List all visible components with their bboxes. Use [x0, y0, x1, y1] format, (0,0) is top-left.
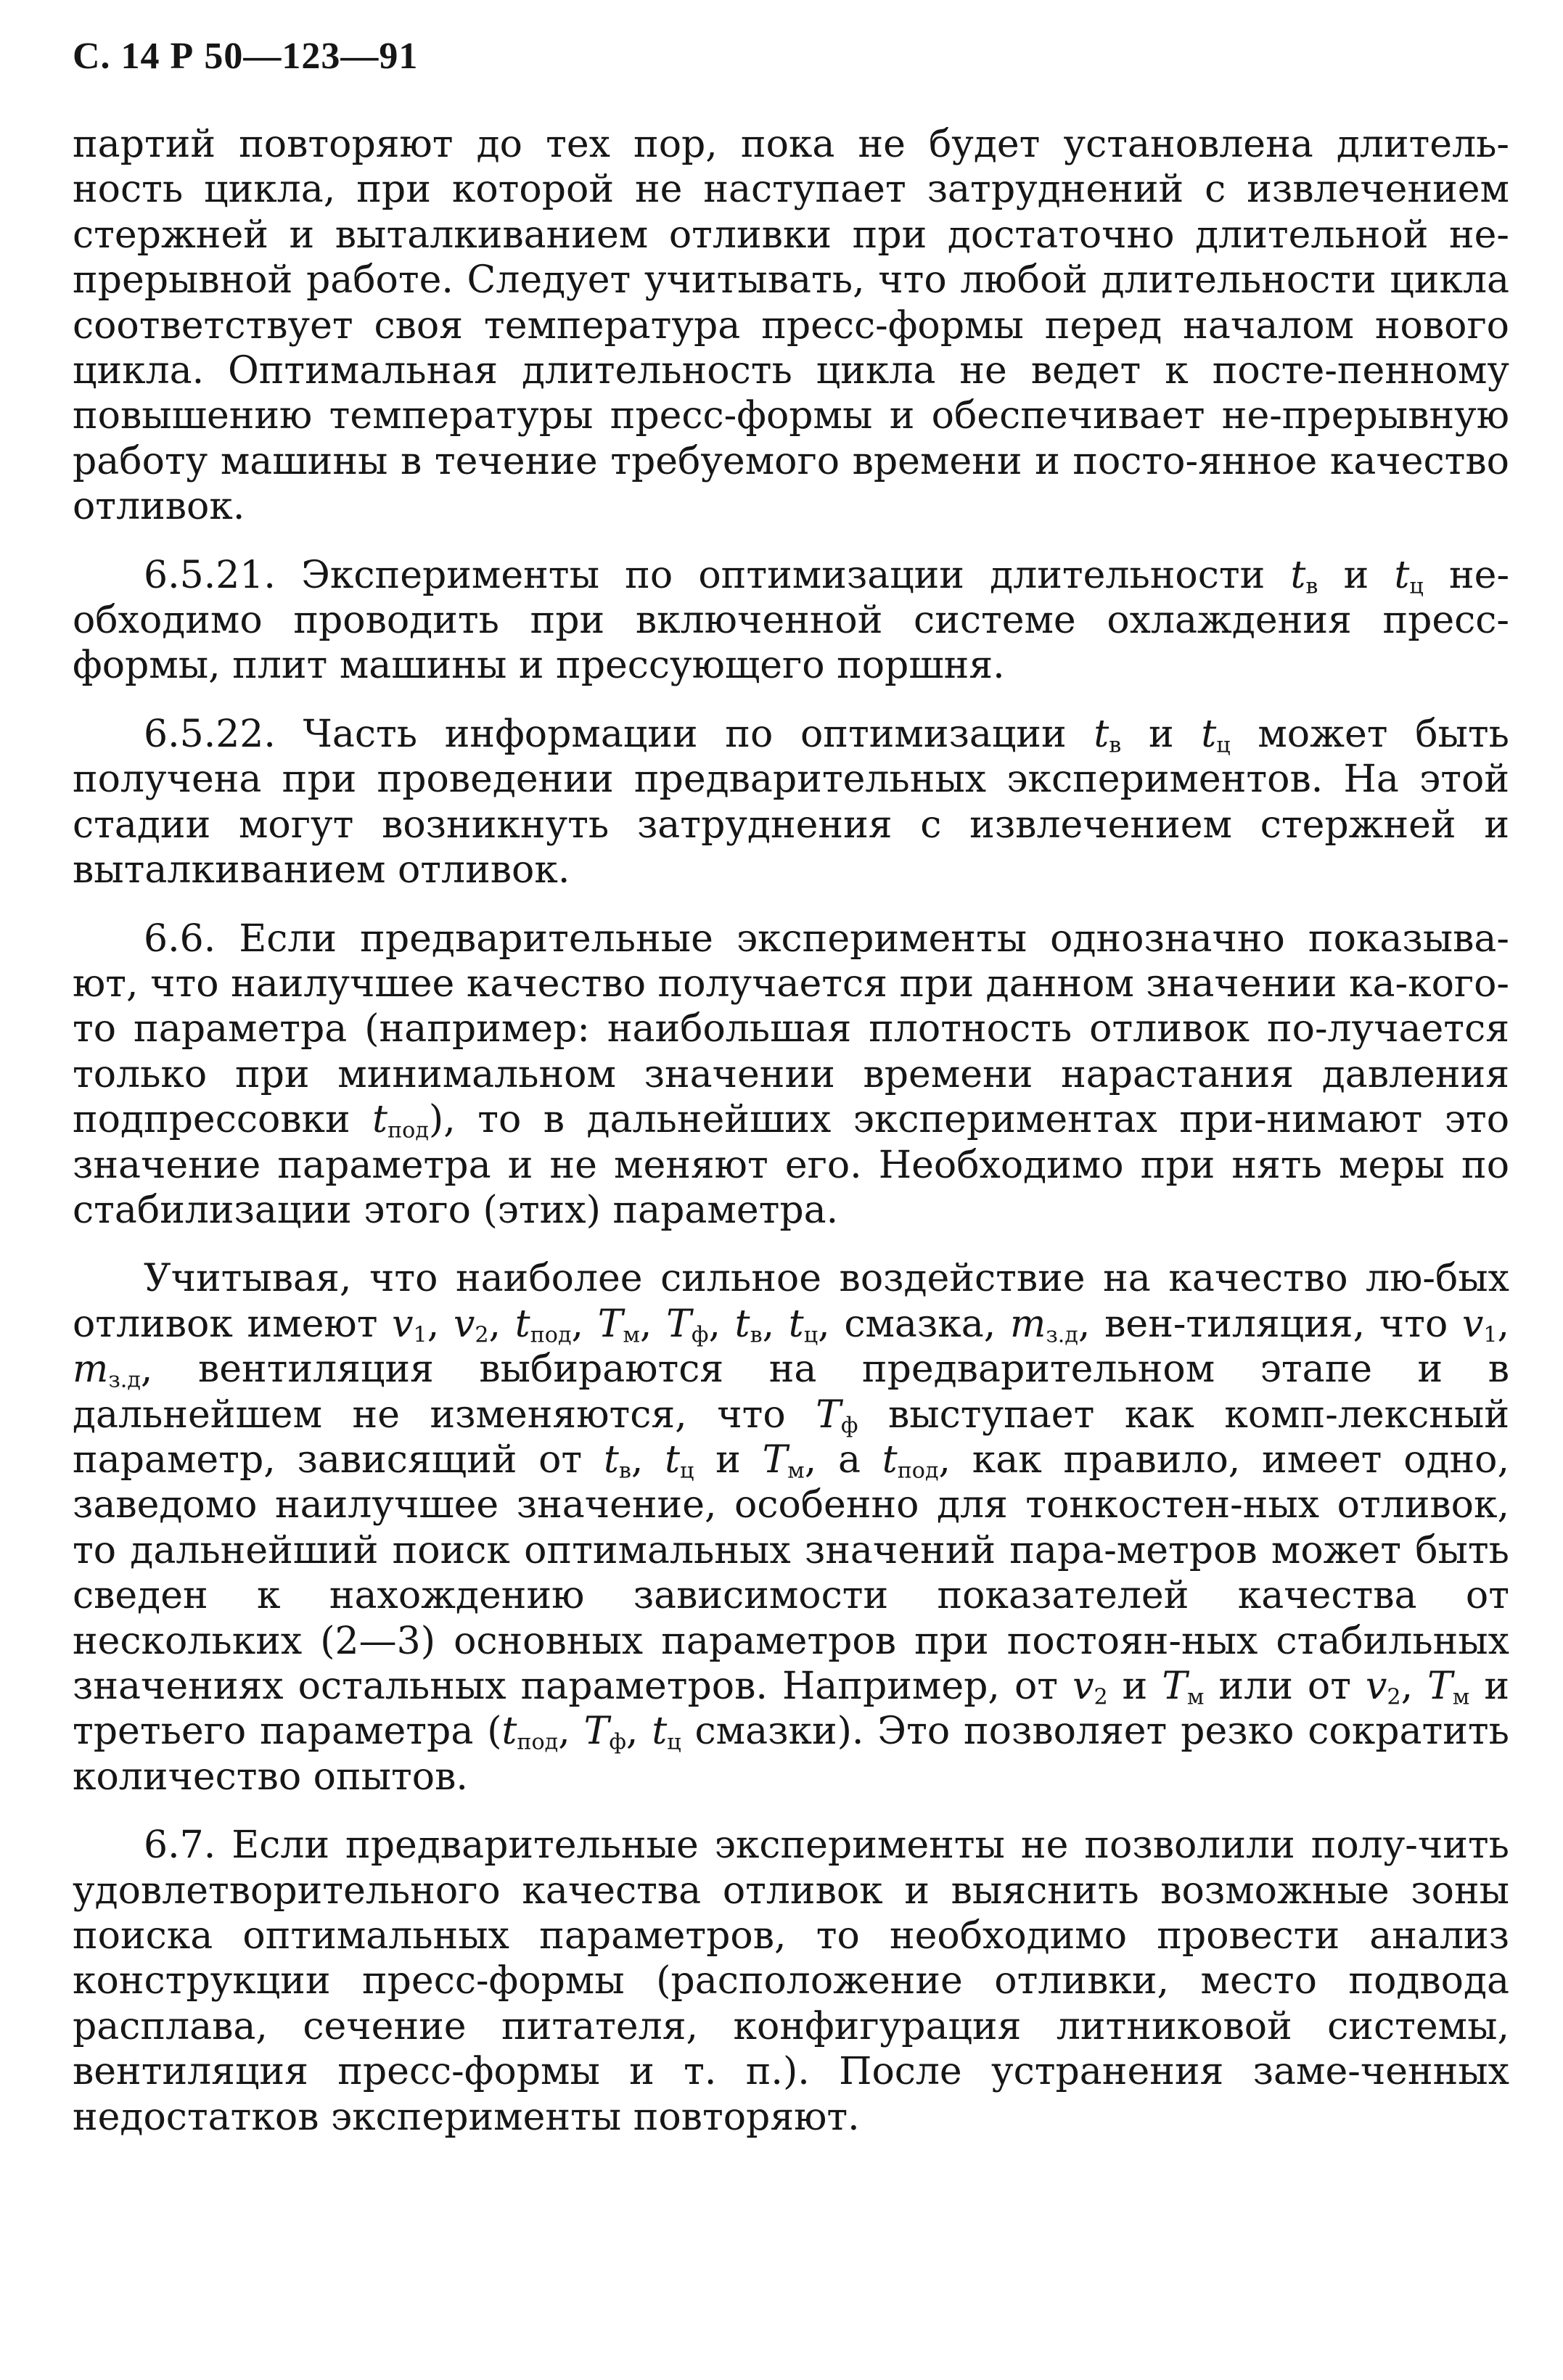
variable-subscript: в	[618, 1458, 631, 1484]
variable-subscript: под	[517, 1729, 559, 1755]
math-variable	[1462, 1302, 1498, 1346]
text-run: 6.7. Если предварительные эксперименты не позволили полу-чить удовлетворительного качества отливок и выяснить возможные зоны поиска оптимальных параметров, то необходимо провести анализ конструкции пресс-формы (расположение отливки, место подвода расплава, сечение питателя, конфигурация литниковой системы, вентиляция пресс-формы и т. п.). После устранения заме-ченных недостатков эксперименты повторяют.	[73, 1823, 1509, 2139]
variable-symbol: t	[372, 1098, 388, 1142]
variable-symbol: t	[1201, 712, 1217, 756]
variable-subscript: ц	[1409, 573, 1424, 599]
variable-symbol: t	[788, 1302, 804, 1346]
variable-symbol: T	[1162, 1665, 1188, 1708]
math-variable	[73, 1347, 141, 1391]
variable-symbol: m	[73, 1347, 109, 1392]
variable-subscript: ц	[1216, 732, 1231, 758]
text-run: или от	[1204, 1665, 1366, 1708]
text-run: , смазка,	[818, 1302, 1010, 1346]
text-run: , вентиляция выбираются на предварительном этапе и в дальнейшем не изменяются, что	[73, 1347, 1509, 1437]
math-variable	[584, 1710, 626, 1753]
page-header: С. 14 Р 50—123—91	[73, 36, 419, 77]
math-variable	[604, 1438, 631, 1482]
variable-symbol: t	[1394, 553, 1410, 597]
variable-subscript: под	[530, 1322, 572, 1348]
variable-symbol: t	[652, 1710, 668, 1754]
math-variable	[1010, 1302, 1078, 1346]
variable-subscript: в	[750, 1322, 763, 1348]
document-body	[73, 122, 1509, 2163]
variable-subscript: 1	[413, 1322, 427, 1348]
text-run: ,	[639, 1302, 667, 1346]
text-run: 6.5.21. Эксперименты по оптимизации длительности	[144, 553, 1291, 597]
variable-symbol: v	[1461, 1302, 1484, 1346]
math-variable	[515, 1302, 572, 1346]
variable-subscript: м	[623, 1322, 640, 1348]
text-run: , а	[804, 1437, 882, 1482]
text-run: выступает как комп-лексный параметр, зависящий от	[73, 1392, 1510, 1482]
variable-symbol: T	[816, 1392, 841, 1437]
variable-symbol: T	[597, 1302, 623, 1346]
text-run: , вен-тиляция, что	[1078, 1302, 1462, 1346]
variable-symbol: t	[603, 1437, 619, 1482]
variable-symbol: t	[665, 1437, 681, 1482]
paragraph-p4	[73, 1256, 1509, 1800]
variable-symbol: v	[392, 1302, 414, 1346]
variable-symbol: t	[734, 1302, 750, 1346]
variable-subscript: з.д	[108, 1367, 141, 1393]
paragraph-p1	[73, 553, 1509, 689]
variable-subscript: м	[787, 1458, 805, 1484]
math-variable	[598, 1302, 640, 1346]
math-variable	[666, 1302, 708, 1346]
math-variable	[735, 1302, 763, 1346]
variable-symbol: v	[453, 1302, 475, 1346]
paragraph-p2	[73, 712, 1509, 893]
text-run: ,	[488, 1302, 515, 1346]
text-run: ), то в дальнейших экспериментах при-нимают это значение параметра и не меняют его. Необходимо при нять меры по стабилизации этого (этих) параметра.	[73, 1098, 1509, 1232]
math-variable	[763, 1438, 805, 1482]
text-run: Учитывая, что наиболее сильное воздействие на качество лю-бых отливок имеют	[73, 1257, 1509, 1346]
math-variable	[454, 1302, 489, 1346]
variable-symbol: T	[762, 1437, 788, 1482]
variable-subscript: ф	[691, 1322, 709, 1348]
math-variable	[882, 1438, 939, 1482]
text-run: и	[1318, 553, 1395, 597]
text-run: и третьего параметра (	[73, 1665, 1509, 1754]
variable-subscript: м	[1187, 1684, 1205, 1710]
paragraph-p5	[73, 1823, 1509, 2140]
variable-subscript: 2	[1387, 1684, 1401, 1710]
variable-symbol: v	[1072, 1665, 1094, 1708]
math-variable	[816, 1393, 858, 1437]
variable-subscript: ф	[840, 1413, 858, 1439]
math-variable	[1427, 1665, 1469, 1708]
variable-symbol: t	[882, 1437, 898, 1482]
text-run: 6.5.22. Часть информации по оптимизации	[144, 712, 1094, 756]
math-variable	[1394, 554, 1423, 597]
variable-symbol: t	[501, 1710, 517, 1754]
variable-subscript: 1	[1483, 1322, 1498, 1348]
text-run: , как правило, имеет одно, заведомо наилучшее значение, особенно для тонкостен-ных отливок, то дальнейший поиск оптимальных значений пара-метров может быть сведен к нахождению зависимости показателей качества от нескольких (2—3) основных параметров при постоян-ных стабильных значениях остальных параметров. Например, от	[73, 1437, 1510, 1708]
math-variable	[665, 1438, 694, 1482]
text-run: ,	[631, 1437, 665, 1482]
text-run: и	[694, 1437, 763, 1482]
variable-subscript: в	[1305, 573, 1318, 599]
text-run: не-обходимо проводить при включенной системе охлаждения пресс-формы, плит машины и прессующего поршня.	[73, 553, 1510, 688]
math-variable	[1291, 554, 1318, 597]
text-run: может быть получена при проведении предварительных экспериментов. На этой стадии могут возникнуть затруднения с извлечением стержней и выталкиванием отливок.	[73, 712, 1509, 892]
math-variable	[1201, 713, 1230, 756]
variable-symbol: t	[1290, 553, 1306, 597]
variable-subscript: 2	[1094, 1684, 1108, 1710]
variable-symbol: T	[666, 1302, 692, 1346]
text-run: ,	[558, 1710, 584, 1754]
text-run: ,	[1497, 1302, 1510, 1346]
variable-subscript: 2	[475, 1322, 489, 1348]
text-run: ,	[427, 1302, 454, 1346]
variable-symbol: T	[1427, 1665, 1453, 1708]
variable-subscript: под	[897, 1458, 939, 1484]
variable-subscript: з.д	[1046, 1322, 1078, 1348]
math-variable	[1072, 1665, 1108, 1708]
text-run: ,	[762, 1302, 789, 1346]
math-variable	[652, 1710, 681, 1753]
variable-symbol: T	[583, 1710, 610, 1754]
variable-symbol: m	[1010, 1302, 1046, 1346]
variable-subscript: в	[1109, 732, 1122, 758]
math-variable	[392, 1302, 427, 1346]
paragraph-p0	[73, 122, 1509, 530]
variable-symbol: t	[514, 1302, 530, 1346]
variable-subscript: ф	[609, 1729, 626, 1755]
text-run: ,	[708, 1302, 735, 1346]
text-run: и	[1121, 712, 1202, 756]
variable-subscript: ц	[667, 1729, 681, 1755]
variable-symbol: v	[1366, 1665, 1387, 1708]
math-variable	[501, 1710, 558, 1753]
variable-subscript: ц	[803, 1322, 819, 1348]
math-variable	[789, 1302, 818, 1346]
text-run: 6.6. Если предварительные эксперименты однозначно показыва-ют, что наилучшее качество получается при данном значении ка-кого-то параметра (например: наибольшая плотность отливок по-лучается только при минимальном значении времени нарастания давления подпрессовки	[73, 916, 1509, 1142]
text-run: партий повторяют до тех пор, пока не будет установлена длитель-ность цикла, при которой не наступает затруднений с извлечением стержней и выталкиванием отливки при достаточно длительной не-прерывной работе. Следует учитывать, что любой длительности цикла соответствует своя температура пресс-формы перед началом нового цикла. Оптимальная длительность цикла не ведет к посте-пенному повышению температуры пресс-формы и обеспечивает не-прерывную работу машины в течение требуемого времени и посто-янное качество отливок.	[73, 123, 1509, 529]
text-run: ,	[571, 1302, 598, 1346]
variable-subscript: ц	[680, 1458, 694, 1484]
text-run: и	[1107, 1665, 1162, 1708]
math-variable	[1094, 713, 1121, 756]
math-variable	[1162, 1665, 1204, 1708]
variable-subscript: м	[1452, 1684, 1470, 1710]
variable-symbol: t	[1094, 712, 1109, 756]
math-variable	[1366, 1665, 1401, 1708]
paragraph-p3	[73, 916, 1509, 1234]
text-run: смазки). Это позволяет резко сократить количество опытов.	[73, 1710, 1509, 1799]
math-variable	[372, 1098, 429, 1144]
variable-subscript: под	[387, 1117, 429, 1144]
text-run: ,	[1400, 1665, 1428, 1708]
text-run: ,	[625, 1710, 652, 1754]
